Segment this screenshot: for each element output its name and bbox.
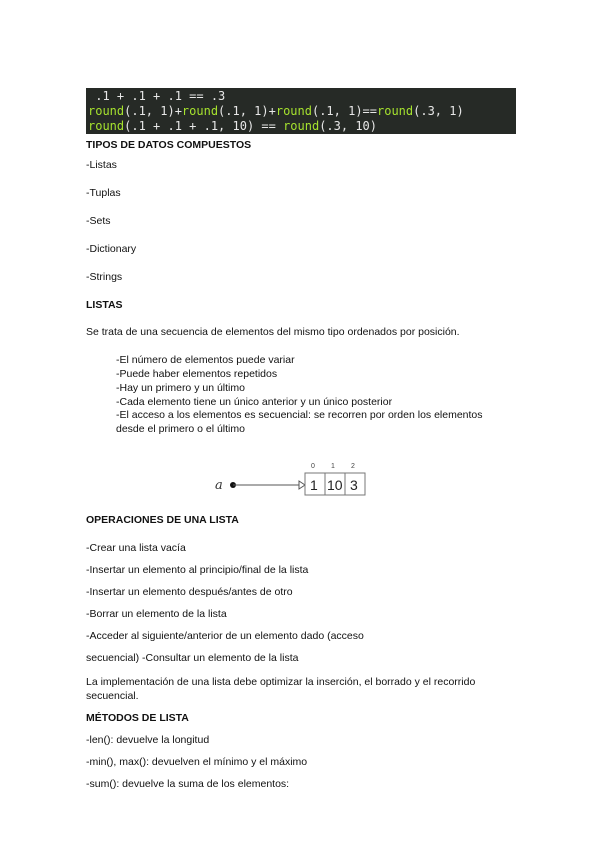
index-2: 2 <box>351 463 355 470</box>
code-line-3: round(.1 + .1 + .1, 10) == round(.3, 10) <box>88 119 377 133</box>
heading-operaciones: OPERACIONES DE UNA LISTA <box>86 514 239 526</box>
list-item: -Insertar un elemento después/antes de otro <box>86 586 293 598</box>
code-line-1: .1 + .1 + .1 == .3 <box>88 89 226 103</box>
bullet-item: -El acceso a los elementos es secuencial: se recorren por orden los elementos desde el primero o el último <box>116 409 483 435</box>
list-item: -Strings <box>86 271 123 283</box>
code-block <box>86 88 516 134</box>
heading-tipos-datos: TIPOS DE DATOS COMPUESTOS <box>86 139 252 151</box>
diagram-variable: a <box>215 478 223 493</box>
list-item: -Crear una lista vacía <box>86 542 186 554</box>
bullet-item: -El número de elementos puede variar <box>116 354 295 366</box>
list-item: -Acceder al siguiente/anterior de un elemento dado (acceso <box>86 630 364 642</box>
cell-value-2: 3 <box>350 477 358 493</box>
code-line-2: round(.1, 1)+round(.1, 1)+round(.1, 1)==round(.3, 1) <box>88 104 464 118</box>
bullet-item: -Puede haber elementos repetidos <box>116 368 278 380</box>
bullet-item: -Cada elemento tiene un único anterior y un único posterior <box>116 396 393 408</box>
list-item: -sum(): devuelve la suma de los elementos: <box>86 778 290 790</box>
list-item: -len(): devuelve la longitud <box>86 734 210 746</box>
list-item: -Listas <box>86 159 117 171</box>
operaciones-note: La implementación de una lista debe optimizar la inserción, el borrado y el recorrido secuencial. <box>86 676 476 702</box>
arrow-head <box>299 481 305 489</box>
cell-value-1: 10 <box>327 477 343 493</box>
index-1: 1 <box>331 463 335 470</box>
cell-value-0: 1 <box>310 477 318 493</box>
listas-intro: Se trata de una secuencia de elementos del mismo tipo ordenados por posición. <box>86 326 460 338</box>
heading-metodos: MÉTODOS DE LISTA <box>86 712 189 724</box>
list-item: -Sets <box>86 215 111 227</box>
list-item: -Insertar un elemento al principio/final de la lista <box>86 564 309 576</box>
index-0: 0 <box>311 463 315 470</box>
bullet-item: -Hay un primero y un último <box>116 382 245 394</box>
list-diagram <box>205 460 405 500</box>
list-item: secuencial) -Consultar un elemento de la lista <box>86 652 299 664</box>
list-item: -Tuplas <box>86 187 121 199</box>
list-item: -min(), max(): devuelven el mínimo y el máximo <box>86 756 308 768</box>
heading-listas: LISTAS <box>86 299 123 311</box>
list-item: -Borrar un elemento de la lista <box>86 608 227 620</box>
list-item: -Dictionary <box>86 243 137 255</box>
